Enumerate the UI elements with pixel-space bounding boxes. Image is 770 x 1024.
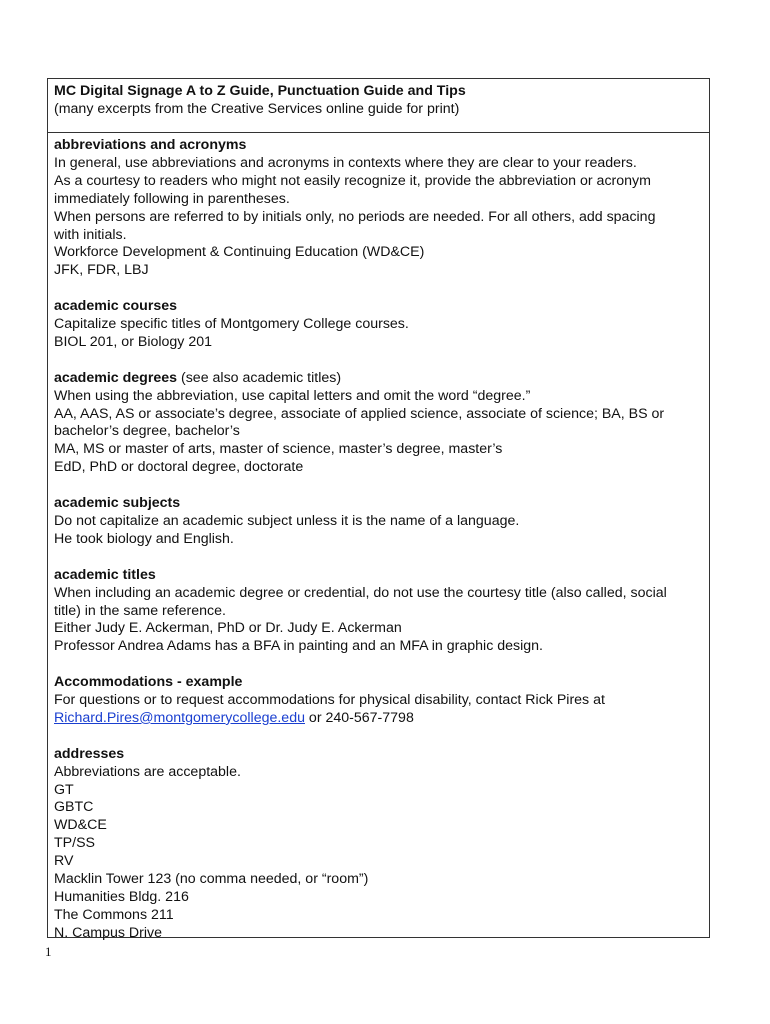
section-degrees <box>54 370 703 477</box>
section-text: BIOL 201, or Biology 201 <box>54 333 213 350</box>
section-text: When including an academic degree or credential, do not use the courtesy title (also called, social <box>54 584 667 601</box>
section-subjects <box>54 495 703 549</box>
section-heading: Accommodations - example <box>54 674 243 691</box>
section-text: TP/SS <box>54 835 95 852</box>
section-text: Professor Andrea Adams has a BFA in painting and an MFA in graphic design. <box>54 638 543 655</box>
section-text: EdD, PhD or doctoral degree, doctorate <box>54 459 304 476</box>
section-text: In general, use abbreviations and acronyms in contexts where they are clear to your readers. <box>54 154 637 171</box>
section-text: For questions or to request accommodations for physical disability, contact Rick Pires at <box>54 692 605 709</box>
contact-line <box>54 710 703 728</box>
section-spacer <box>54 280 703 298</box>
section-heading: abbreviations and acronyms <box>54 137 247 153</box>
section-heading: addresses <box>54 745 125 762</box>
section-text: title) in the same reference. <box>54 602 226 619</box>
section-text: immediately following in parentheses. <box>54 190 290 207</box>
section-text: MA, MS or master of arts, master of science, master’s degree, master’s <box>54 441 503 458</box>
section-text: WD&CE <box>54 817 107 834</box>
section-heading: academic degrees <box>54 369 178 386</box>
guide-table <box>47 78 710 941</box>
section-text: GT <box>54 781 74 798</box>
section-spacer <box>54 728 703 746</box>
document-subtitle: (many excerpts from the Creative Services online guide for print) <box>54 100 460 117</box>
header-cell <box>48 79 709 133</box>
section-courses <box>54 298 703 352</box>
section-text: bachelor’s degree, bachelor’s <box>54 423 240 440</box>
section-addresses <box>54 746 703 943</box>
section-text: AA, AAS, AS or associate’s degree, associate of applied science, associate of science; BA, BS or <box>54 405 665 422</box>
section-heading-line <box>54 370 703 388</box>
section-titles <box>54 567 703 657</box>
section-text: Do not capitalize an academic subject unless it is the name of a language. <box>54 512 520 529</box>
page-number: 1 <box>45 944 52 959</box>
section-abbreviations <box>54 137 703 280</box>
document-title: MC Digital Signage A to Z Guide, Punctuation Guide and Tips <box>54 83 466 99</box>
section-text: N. Campus Drive <box>54 924 163 941</box>
section-text: The Commons 211 <box>54 906 174 923</box>
section-heading: academic subjects <box>54 495 181 512</box>
section-text: Abbreviations are acceptable. <box>54 763 241 780</box>
section-text: with initials. <box>54 226 127 243</box>
section-spacer <box>54 477 703 495</box>
section-text: Either Judy E. Ackerman, PhD or Dr. Judy E. Ackerman <box>54 620 402 637</box>
section-text: As a courtesy to readers who might not easily recognize it, provide the abbreviation or acronym <box>54 172 651 189</box>
section-spacer <box>54 352 703 370</box>
section-heading: academic courses <box>54 298 178 315</box>
email-link[interactable]: Richard.Pires@montgomerycollege.edu <box>54 709 305 726</box>
section-heading: academic titles <box>54 566 156 583</box>
section-text: Humanities Bldg. 216 <box>54 888 189 905</box>
section-spacer <box>54 656 703 674</box>
section-text: RV <box>54 853 74 870</box>
section-heading-note: (see also academic titles) <box>177 369 342 386</box>
section-text: When using the abbreviation, use capital letters and omit the word “degree.” <box>54 387 531 404</box>
section-text: GBTC <box>54 799 94 816</box>
section-accommodations <box>54 674 703 728</box>
section-text: When persons are referred to by initials only, no periods are needed. For all others, add spacing <box>54 208 656 225</box>
section-text: Capitalize specific titles of Montgomery College courses. <box>54 316 409 333</box>
section-spacer <box>54 549 703 567</box>
section-text: He took biology and English. <box>54 530 234 547</box>
phone-text: or 240-567-7798 <box>304 709 414 726</box>
section-text: Macklin Tower 123 (no comma needed, or “room”) <box>54 871 369 888</box>
body-cell <box>48 133 709 943</box>
section-text: JFK, FDR, LBJ <box>54 262 149 279</box>
section-text: Workforce Development & Continuing Education (WD&CE) <box>54 244 425 261</box>
